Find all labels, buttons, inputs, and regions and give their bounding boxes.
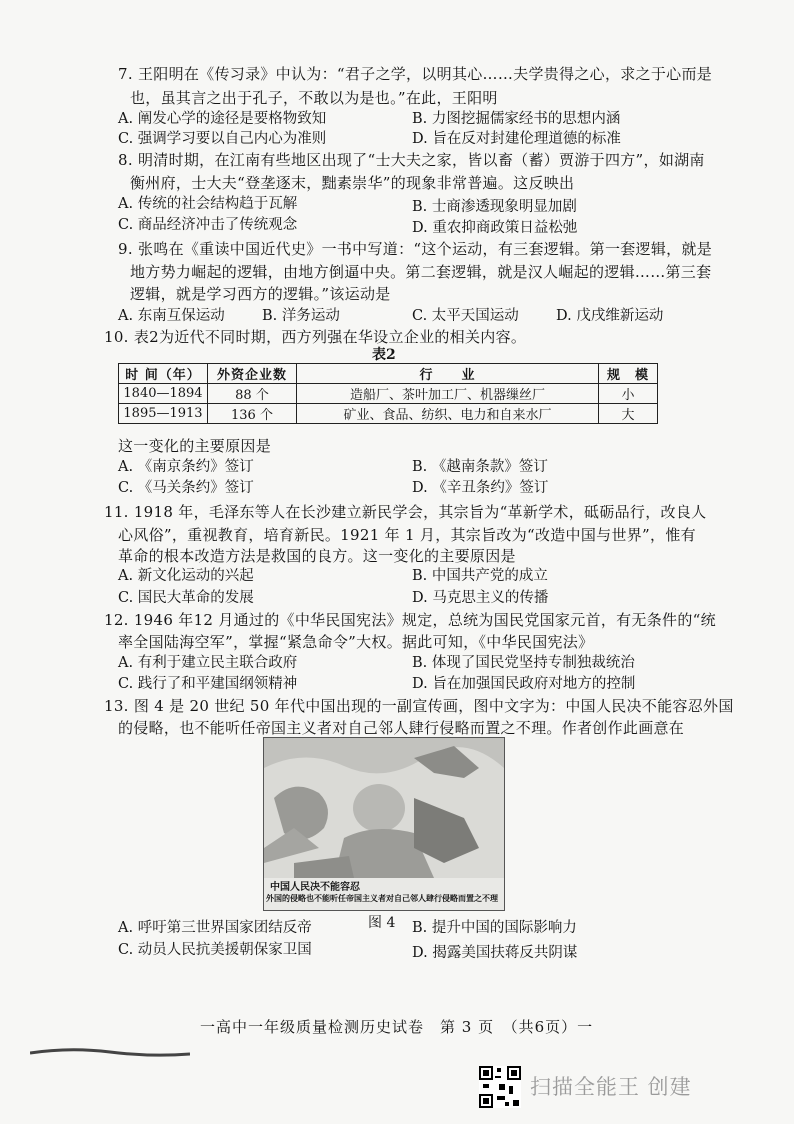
- q11-stem-line1: 11. 1918 年，毛泽东等人在长沙建立新民学会，其宗旨为“革新学术，砥砺品行，改良人: [104, 503, 707, 521]
- poster-caption-line1: 中国人民决不能容忍: [270, 882, 360, 893]
- q13-option-b: B. 提升中国的国际影响力: [412, 920, 577, 936]
- q8-option-d: D. 重农抑商政策日益松弛: [412, 220, 578, 236]
- q13-option-a: A. 呼吁第三世界国家团结反帝: [118, 920, 312, 936]
- q12-option-a: A. 有利于建立民主联合政府: [118, 655, 298, 671]
- propaganda-poster-image: [263, 737, 505, 911]
- q7-option-c: C. 强调学习要以自己内心为准则: [118, 131, 327, 147]
- table-header-cell: 外资企业数: [208, 364, 297, 384]
- table-header-cell: 时 间（年）: [119, 364, 208, 384]
- q13-stem-line1: 13. 图 4 是 20 世纪 50 年代中国出现的一副宣传画，图中文字为：中国人民决不能容忍外国: [104, 697, 734, 715]
- table-cell: 1840—1894: [119, 384, 208, 404]
- table-row: [119, 384, 658, 404]
- q13-option-d: D. 揭露美国扶蒋反共阴谋: [412, 945, 578, 961]
- q7-option-a: A. 阐发心学的途径是要格物致知: [118, 111, 327, 127]
- q12-stem-line2: 率全国陆海空军”，掌握“紧急命令”大权。据此可知，《中华民国宪法》: [118, 633, 594, 651]
- enterprise-table: [118, 363, 658, 424]
- q10-option-c: C. 《马关条约》签订: [118, 480, 254, 496]
- q9-option-b: B. 洋务运动: [262, 308, 340, 324]
- table-header-cell: 规 模: [599, 364, 658, 384]
- q12-option-b: B. 体现了国民党坚持专制独裁统治: [412, 655, 635, 671]
- table-caption: 表2: [372, 347, 396, 363]
- table-cell: 大: [599, 404, 658, 424]
- table-header-cell: 行 业: [297, 364, 599, 384]
- q9-stem-line3: 逻辑，就是学习西方的逻辑。”该运动是: [130, 285, 391, 303]
- scanner-watermark: 扫描全能王 创建: [530, 1075, 692, 1099]
- q8-option-b: B. 士商渗透现象明显加剧: [412, 199, 577, 215]
- q11-stem-line2: 心风俗”，重视教育，培育新民。1921 年 1 月，其宗旨改为“改造中国与世界”，惟有: [118, 526, 696, 544]
- q8-stem-line2: 衡州府，士大夫“登垄逐末，黜素崇华”的现象非常普遍。这反映出: [130, 174, 575, 192]
- q13-option-c: C. 动员人民抗美援朝保家卫国: [118, 942, 312, 958]
- poster-caption-line2: 外国的侵略也不能听任帝国主义者对自己邻人肆行侵略而置之不理: [266, 894, 498, 903]
- q11-option-d: D. 马克思主义的传播: [412, 590, 549, 606]
- q8-option-c: C. 商品经济冲击了传统观念: [118, 217, 298, 233]
- q7-stem-line2: 也，虽其言之出于孔子，不敢以为是也。”在此，王阳明: [130, 89, 498, 107]
- table-cell: 88 个: [208, 384, 297, 404]
- q7-stem-line1: 7. 王阳明在《传习录》中认为：“君子之学，以明其心……夫学贵得之心，求之于心而是: [118, 65, 713, 83]
- q11-option-c: C. 国民大革命的发展: [118, 590, 254, 606]
- ink-smudge-icon: [30, 1045, 190, 1061]
- table-cell: 造船厂、茶叶加工厂、机器缫丝厂: [297, 384, 599, 404]
- q10-option-b: B. 《越南条款》签订: [412, 459, 548, 475]
- q12-option-d: D. 旨在加强国民政府对地方的控制: [412, 676, 636, 692]
- q9-option-c: C. 太平天国运动: [412, 308, 519, 324]
- table-cell: 136 个: [208, 404, 297, 424]
- figure-caption: 图 4: [368, 915, 396, 931]
- q7-option-b: B. 力图挖掘儒家经书的思想内涵: [412, 111, 621, 127]
- q9-stem-line2: 地方势力崛起的逻辑，由地方倒逼中央。第二套逻辑，就是汉人崛起的逻辑……第三套: [130, 263, 712, 281]
- q11-stem-line3: 革命的根本改造方法是救国的良方。这一变化的主要原因是: [118, 547, 516, 565]
- q9-stem-line1: 9. 张鸣在《重读中国近代史》一书中写道：“这个运动，有三套逻辑。第一套逻辑，就是: [118, 240, 713, 258]
- table-cell: 矿业、食品、纺织、电力和自来水厂: [297, 404, 599, 424]
- q10-stem-after: 这一变化的主要原因是: [118, 437, 272, 455]
- q10-stem-line1: 10. 表2为近代不同时期，西方列强在华设立企业的相关内容。: [104, 328, 527, 346]
- page-footer: 一高中一年级质量检测历史试卷 第 3 页 （共6页）一: [200, 1018, 594, 1036]
- q13-stem-line2: 的侵略，也不能听任帝国主义者对自己邻人肆行侵略而置之不理。作者创作此画意在: [118, 719, 685, 737]
- q9-option-d: D. 戊戌维新运动: [556, 308, 664, 324]
- qr-code-icon: [479, 1066, 521, 1108]
- table-row: [119, 404, 658, 424]
- table-header-row: [119, 364, 658, 384]
- table-cell: 1895—1913: [119, 404, 208, 424]
- q8-stem-line1: 8. 明清时期，在江南有些地区出现了“士大夫之家，皆以畜（蓄）贾游于四方”，如湖南: [118, 151, 705, 169]
- q9-option-a: A. 东南互保运动: [118, 308, 225, 324]
- q7-option-d: D. 旨在反对封建伦理道德的标准: [412, 131, 621, 147]
- q12-option-c: C. 践行了和平建国纲领精神: [118, 676, 298, 692]
- q12-stem-line1: 12. 1946 年12 月通过的《中华民国宪法》规定，总统为国民党国家元首，有无条件的“统: [104, 611, 716, 629]
- q10-option-a: A. 《南京条约》签订: [118, 459, 254, 475]
- q8-option-a: A. 传统的社会结构趋于瓦解: [118, 196, 298, 212]
- q10-option-d: D. 《辛丑条约》签订: [412, 480, 549, 496]
- table-cell: 小: [599, 384, 658, 404]
- q11-option-a: A. 新文化运动的兴起: [118, 568, 254, 584]
- q11-option-b: B. 中国共产党的成立: [412, 568, 548, 584]
